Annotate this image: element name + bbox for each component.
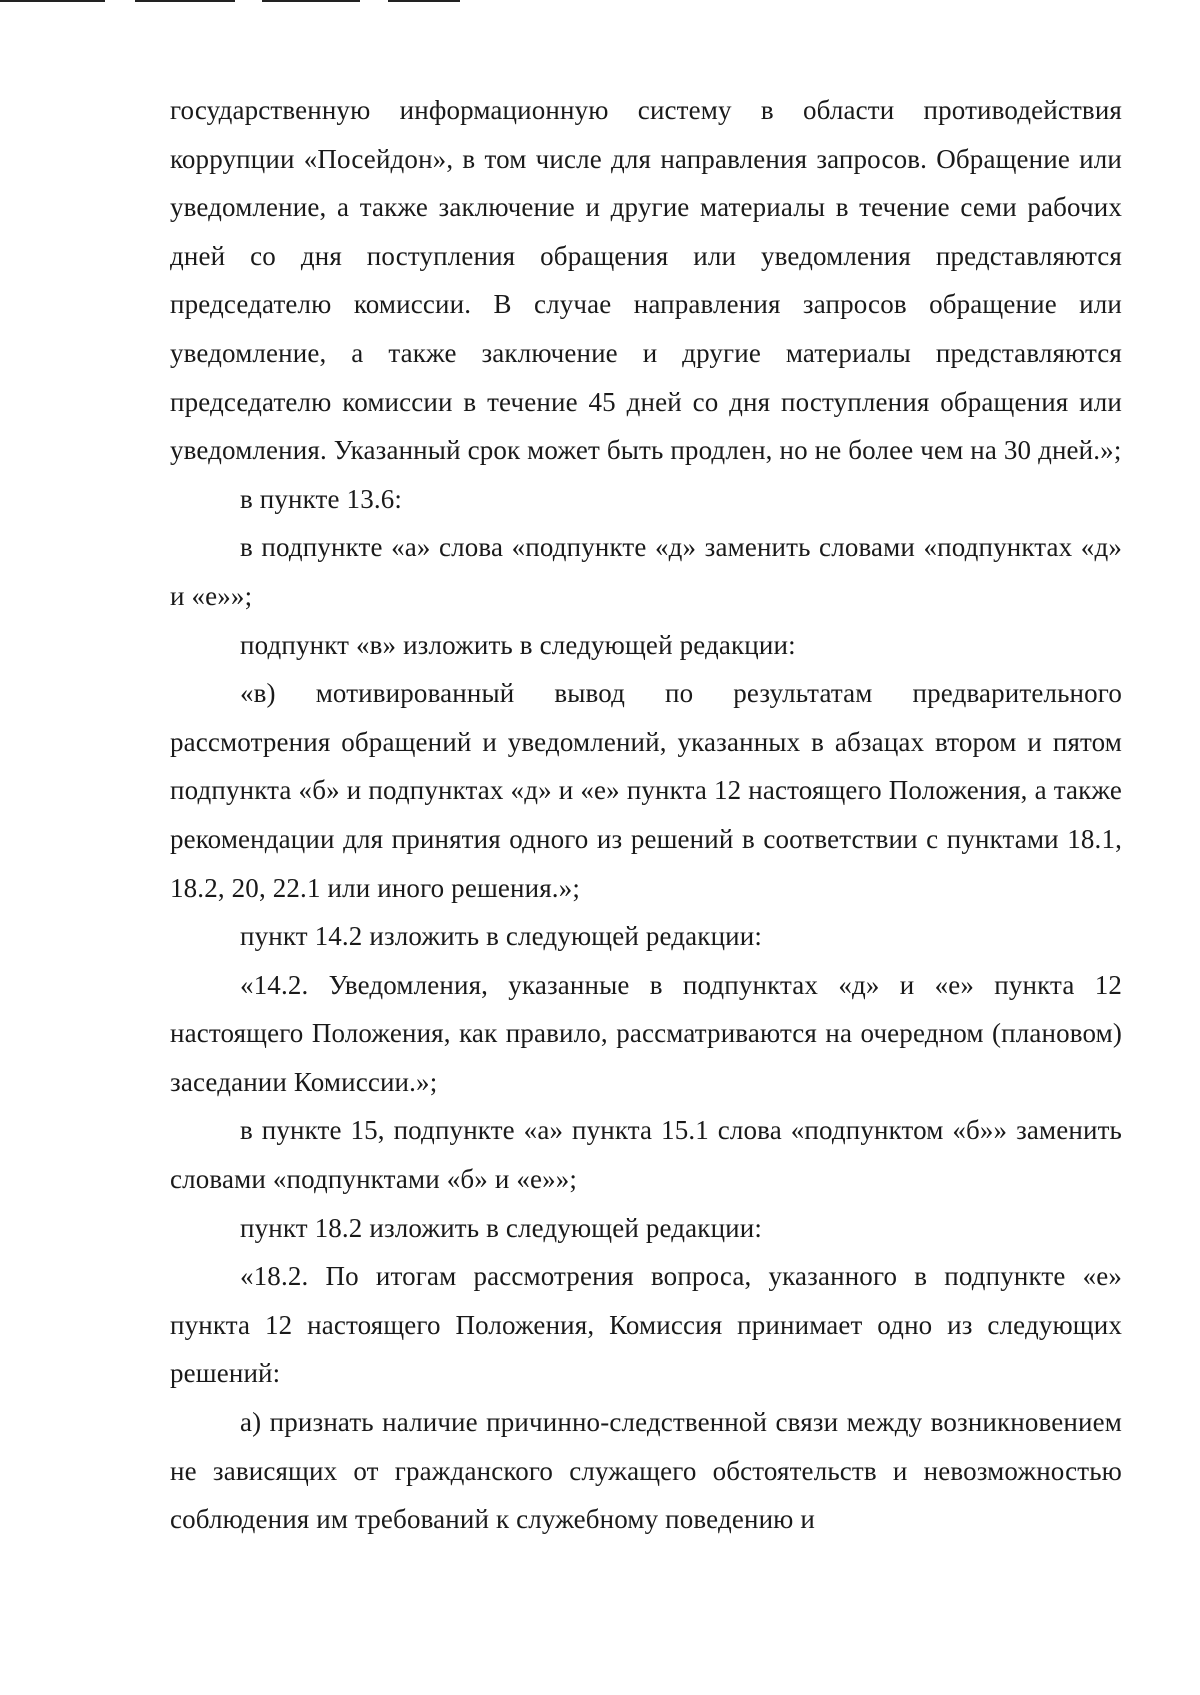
paragraph-5: «в) мотивированный вывод по результатам предварительного рассмотрения обращений и уведомлений, указанных в абзацах втором и пятом подпункта «б» и подпунктах «д» и «е» пункта 12 настоящего Положения, а также рекомендации для принятия одного из решений в соответствии с пунктами 18.1, 18.2, 20, 22.1 или иного решения.»; [170,678,1122,903]
paragraph-9: пункт 18.2 изложить в следующей редакции: [240,1212,763,1243]
paragraph-3: в подпункте «а» слова «подпункте «д» заменить словами «подпунктах «д» и «е»»; [170,532,1122,611]
paragraph-11: а) признать наличие причинно-следственной связи между возникновением не зависящих от гражданского служащего обстоятельств и невозможностью соблюдения им требований к служебному поведению и [170,1407,1122,1535]
top-rule [262,0,360,2]
paragraph-1: государственную информационную систему в области противодействия коррупции «Посейдон», в том числе для направления запросов. Обращение или уведомление, а также заключение и другие материалы в течение семи рабочих дней со дня поступления обращения или уведомления представляются председателю комиссии. В случае направления запросов обращение или уведомление, а также заключение и другие материалы представляются председателю комиссии в течение 45 дней со дня поступления обращения или уведомления. Указанный срок может быть продлен, но не более чем на 30 дней.»; [170,95,1122,466]
top-rule [388,0,460,2]
document-body [170,86,1122,1544]
paragraph-8: в пункте 15, подпункте «а» пункта 15.1 слова «подпунктом «б»» заменить словами «подпунктами «б» и «е»»; [170,1115,1122,1195]
top-rule [0,0,105,2]
paragraph-2: в пункте 13.6: [240,483,403,514]
paragraph-6: пункт 14.2 изложить в следующей редакции: [240,921,763,952]
top-rule [135,0,235,2]
paragraph-4: подпункт «в» изложить в следующей редакции: [240,629,796,660]
paragraph-10: «18.2. По итогам рассмотрения вопроса, указанного в подпункте «е» пункта 12 настоящего Положения, Комиссия принимает одно из следующих решений: [170,1261,1122,1389]
paragraph-7: «14.2. Уведомления, указанные в подпунктах «д» и «е» пункта 12 настоящего Положения, как правило, рассматриваются на очередном (плановом) заседании Комиссии.»; [170,969,1122,1097]
